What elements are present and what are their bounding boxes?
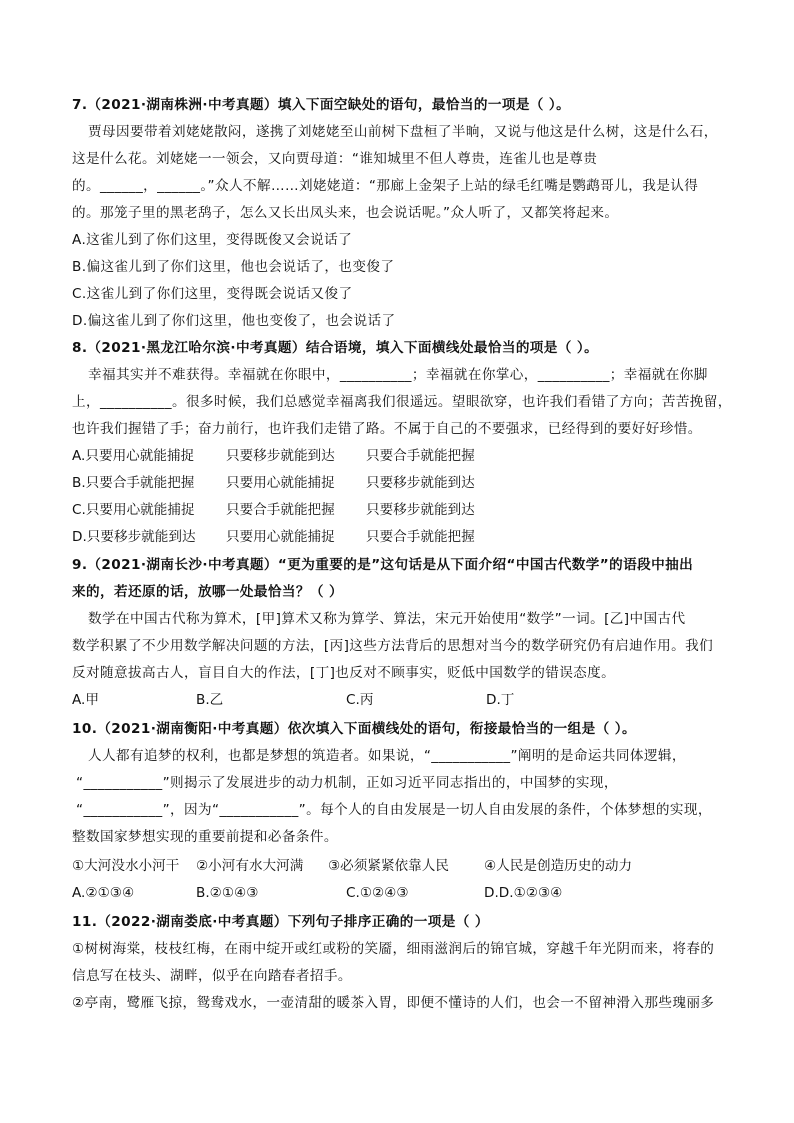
question-10-item-2: ②小河有水大河满 xyxy=(196,858,304,874)
question-9-passage-line-2: 数学积累了不少用数学解决问题的方法，[丙]这些方法背后的思想对当今的数学研究仍有启迪作用。我们 xyxy=(72,638,714,654)
question-10-passage-line-4: 整数国家梦想实现的重要前提和必备条件。 xyxy=(72,829,338,845)
question-8-option-d-col-2: 只要用心就能捕捉 xyxy=(226,529,335,545)
question-10-title: 10.（2021·湖南衡阳·中考真题）依次填入下面横线处的语句，衔接最恰当的一组是（ ）。 xyxy=(72,721,636,737)
question-10-item-3: ③必须紧紧依靠人民 xyxy=(328,858,449,874)
question-8-option-a-col-2: 只要移步就能到达 xyxy=(226,448,335,464)
question-8-passage-line-2: 上，__________。很多时候，我们总感觉幸福离我们很遥远。望眼欲穿，也许我们看错了方向；苦苦挽留， xyxy=(72,394,732,410)
question-11-passage-line-2: 信息写在枝头、湖畔，似乎在向踏春者招手。 xyxy=(72,968,352,984)
question-9-passage-line-1: 数学在中国古代称为算术，[甲]算术又称为算学、算法，宋元开始使用“数学”一词。[乙]中国古代 xyxy=(88,611,686,627)
question-10-item-4: ④人民是创造历史的动力 xyxy=(484,858,633,874)
question-10-option-d: D.D.①②③④ xyxy=(484,885,563,901)
question-11-passage-line-3: ②亭南，鹭雁飞掠，鸳鸯戏水，一壶清甜的暖茶入胃，即便不懂诗的人们，也会一不留神滑入那些瑰丽多 xyxy=(72,995,715,1011)
question-8-option-a-col-3: 只要合手就能把握 xyxy=(366,448,475,464)
question-7-passage-line-4: 的。那笼子里的黑老鸹子，怎么又长出凤头来，也会说话呢。”众人听了，又都笑将起来。 xyxy=(72,205,619,221)
question-8-option-b-col-1: B.只要合手就能把握 xyxy=(72,475,195,491)
question-11-passage-line-1: ①树树海棠，枝枝红梅，在雨中绽开或红或粉的笑靥，细雨滋润后的锦官城，穿越千年光阴而来，将春的 xyxy=(72,941,715,957)
question-10-passage-line-3: “___________”，因为“___________”。每个人的自由发展是一切人自由发展的条件，个体梦想的实现， xyxy=(76,802,712,818)
question-10-item-1: ①大河没水小河干 xyxy=(72,858,180,874)
question-9-option-b: B.乙 xyxy=(196,692,224,708)
question-7-option-a: A.这雀儿到了你们这里，变得既俊又会说话了 xyxy=(72,232,353,248)
question-8-title: 8.（2021·黑龙江哈尔滨·中考真题）结合语境，填入下面横线处最恰当的项是（ ）。 xyxy=(72,340,599,356)
question-8-option-c-col-3: 只要移步就能到达 xyxy=(366,502,475,518)
question-9-passage-line-3: 反对随意拔高古人，盲目自大的作法，[丁]也反对不顾事实，贬低中国数学的错误态度。 xyxy=(72,665,616,681)
question-10-option-b: B.②①④③ xyxy=(196,885,259,901)
question-7-option-d: D.偏这雀儿到了你们这里，他也变俊了，也会说话了 xyxy=(72,313,396,329)
question-9-option-a: A.甲 xyxy=(72,692,99,708)
question-9-title-line-2: 来的，若还原的话，放哪一处最恰当？（ ） xyxy=(72,584,344,600)
question-7-passage-line-3: 的。______，______。”众人不解……刘姥姥道：“那廊上金架子上站的绿毛红嘴是鹦鹉哥儿，我是认得 xyxy=(72,178,699,194)
question-10-passage-line-1: 人人都有追梦的权利，也都是梦想的筑造者。如果说，“___________”阐明的是命运共同体逻辑， xyxy=(88,748,686,764)
question-9-option-d: D.丁 xyxy=(486,692,515,708)
question-8-option-c-col-1: C.只要用心就能捕捉 xyxy=(72,502,195,518)
question-7-option-c: C.这雀儿到了你们这里，变得既会说话又俊了 xyxy=(72,286,353,302)
question-8-option-a-col-1: A.只要用心就能捕捉 xyxy=(72,448,195,464)
question-7-option-b: B.偏这雀儿到了你们这里，他也会说话了，也变俊了 xyxy=(72,259,395,275)
question-8-option-b-col-3: 只要移步就能到达 xyxy=(366,475,475,491)
question-10-option-c: C.①②④③ xyxy=(346,885,409,901)
question-9-option-c: C.丙 xyxy=(346,692,374,708)
question-8-option-b-col-2: 只要用心就能捕捉 xyxy=(226,475,335,491)
question-10-passage-line-2: “___________”则揭示了发展进步的动力机制，正如习近平同志指出的，中国梦的实现， xyxy=(76,775,618,791)
question-8-passage-line-3: 也许我们握错了手；奋力前行，也许我们走错了路。不属于自己的不要强求，已经得到的要好好珍惜。 xyxy=(72,421,702,437)
question-8-option-c-col-2: 只要合手就能把握 xyxy=(226,502,335,518)
question-10-option-a: A.②①③④ xyxy=(72,885,135,901)
question-7-passage-line-1: 贾母因要带着刘姥姥散闷，遂携了刘姥姥至山前树下盘桓了半晌，又说与他这是什么树，这是什么石， xyxy=(88,124,718,140)
question-7-title: 7.（2021·湖南株洲·中考真题）填入下面空缺处的语句，最恰当的一项是（ ）。 xyxy=(72,97,571,113)
question-7-passage-line-2: 这是什么花。刘姥姥一一领会，又向贾母道：“谁知城里不但人尊贵，连雀儿也是尊贵 xyxy=(72,151,598,167)
question-8-option-d-col-1: D.只要移步就能到达 xyxy=(72,529,196,545)
question-8-option-d-col-3: 只要合手就能把握 xyxy=(366,529,475,545)
question-9-title-line-1: 9.（2021·湖南长沙·中考真题）“更为重要的是”这句话是从下面介绍“中国古代数学”的语段中抽出 xyxy=(72,557,694,573)
question-8-passage-line-1: 幸福其实并不难获得。幸福就在你眼中，__________；幸福就在你掌心，__________；幸福就在你脚 xyxy=(88,367,708,383)
question-11-title: 11.（2022·湖南娄底·中考真题）下列句子排序正确的一项是（ ） xyxy=(72,914,489,930)
